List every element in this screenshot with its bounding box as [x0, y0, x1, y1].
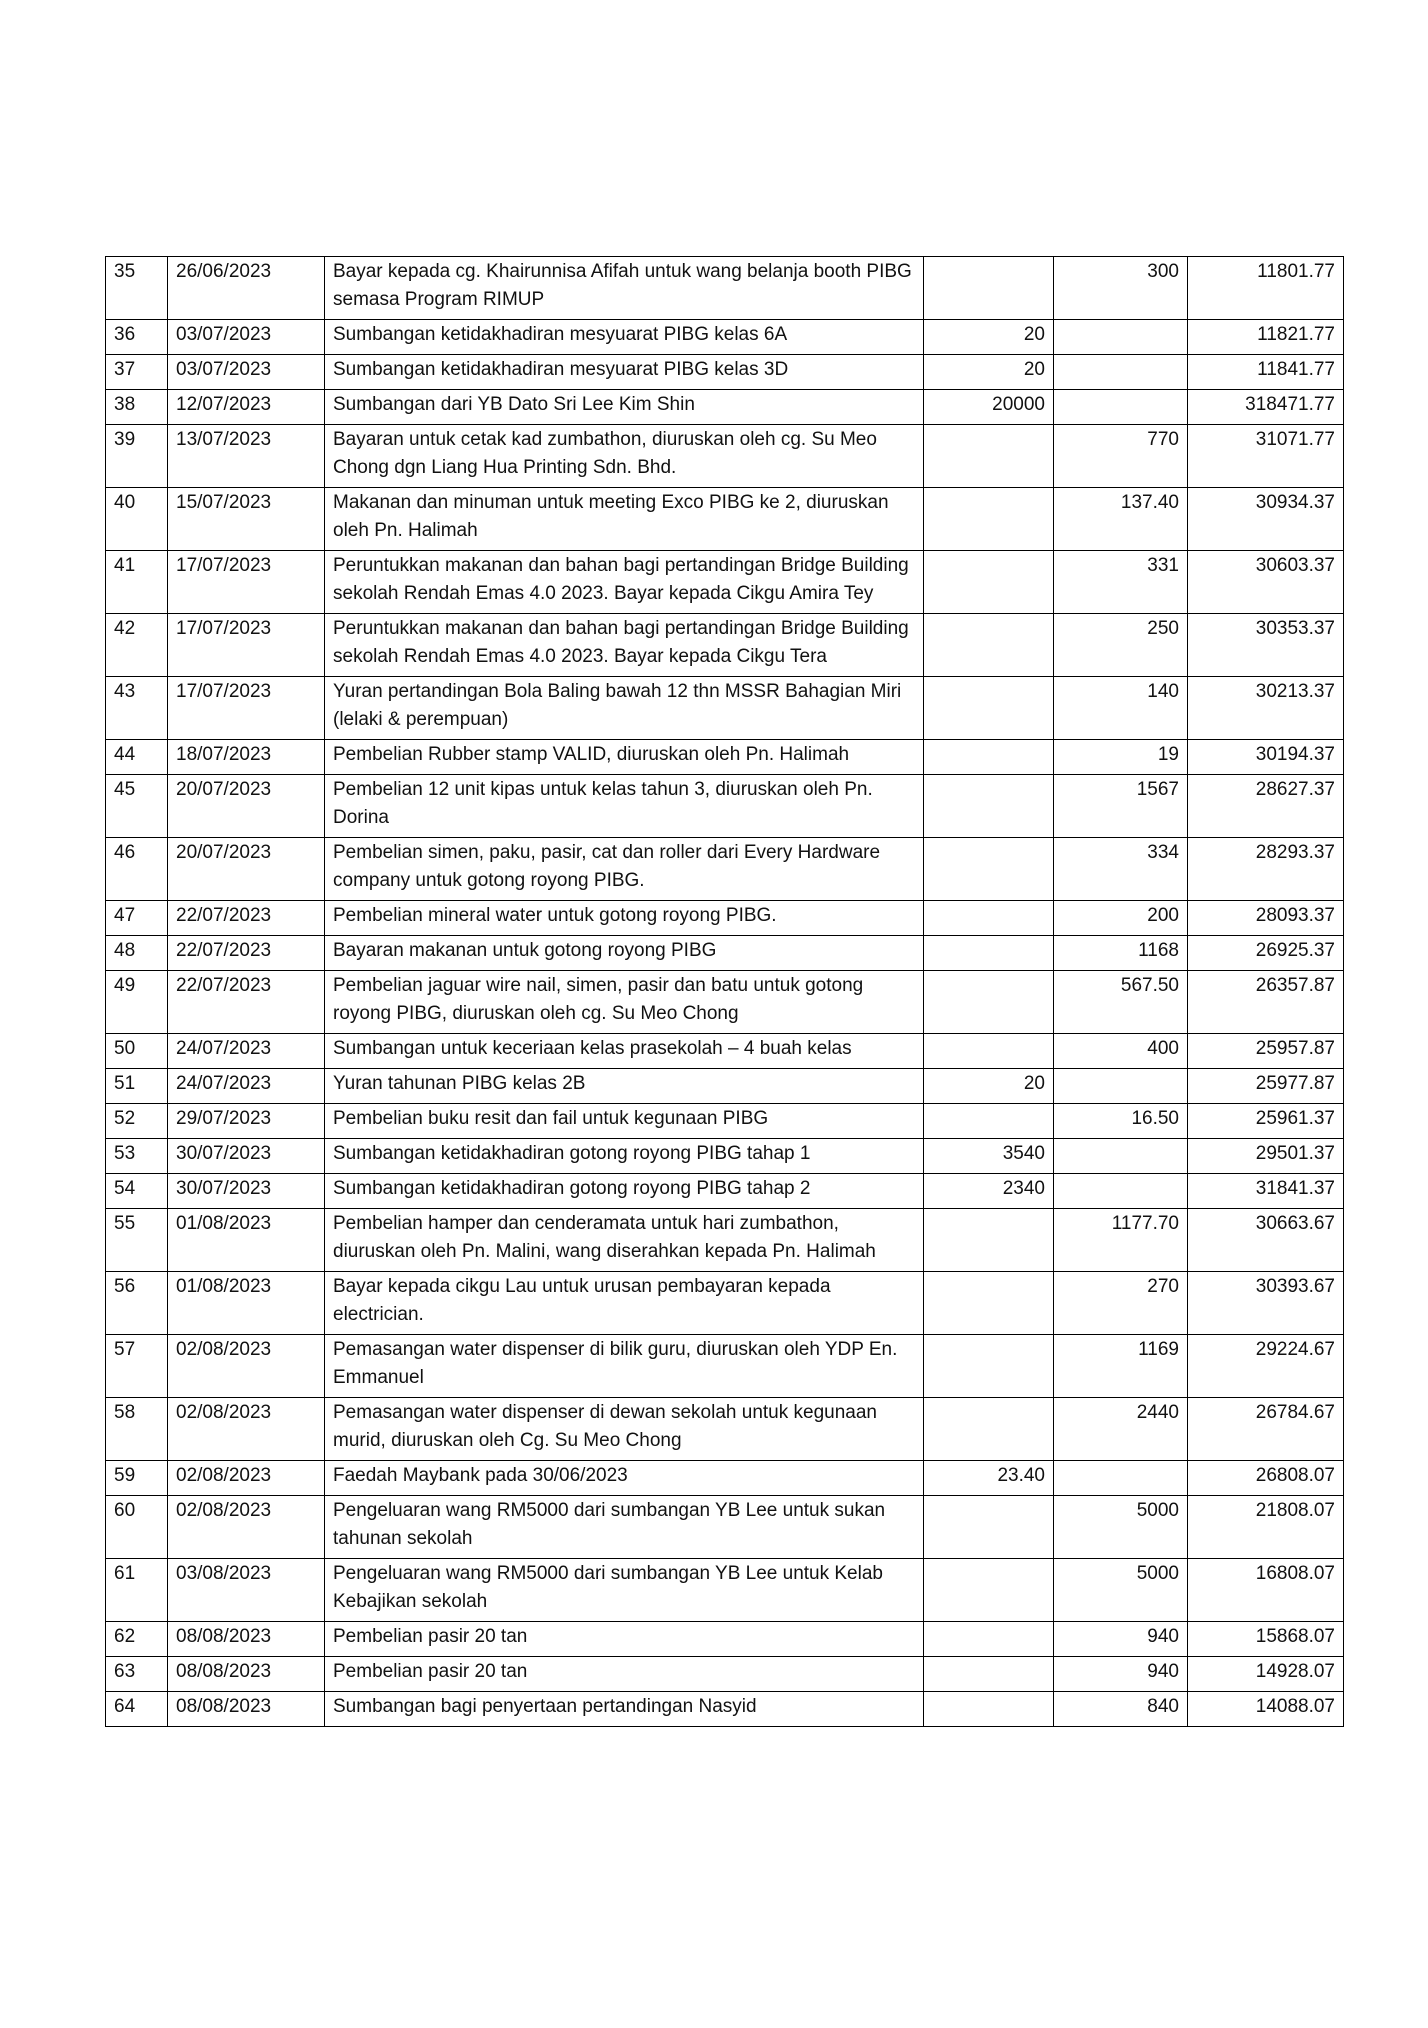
row-number: 37 [106, 355, 168, 390]
row-amount-in [924, 1657, 1054, 1692]
row-balance: 318471.77 [1188, 390, 1344, 425]
row-date: 15/07/2023 [168, 488, 325, 551]
table-row [106, 1622, 1344, 1657]
row-number: 47 [106, 901, 168, 936]
row-description: Pemasangan water dispenser di bilik guru, diuruskan oleh YDP En. Emmanuel [325, 1335, 924, 1398]
table-row [106, 1069, 1344, 1104]
row-description: Faedah Maybank pada 30/06/2023 [325, 1461, 924, 1496]
row-amount-in: 2340 [924, 1174, 1054, 1209]
row-description: Pembelian simen, paku, pasir, cat dan roller dari Every Hardware company untuk gotong royong PIBG. [325, 838, 924, 901]
row-amount-in [924, 488, 1054, 551]
table-row [106, 1139, 1344, 1174]
row-amount-in [924, 838, 1054, 901]
row-date: 02/08/2023 [168, 1398, 325, 1461]
table-row [106, 1692, 1344, 1727]
row-description: Sumbangan bagi penyertaan pertandingan Nasyid [325, 1692, 924, 1727]
row-amount-in [924, 1398, 1054, 1461]
row-number: 64 [106, 1692, 168, 1727]
row-amount-in [924, 1692, 1054, 1727]
row-number: 48 [106, 936, 168, 971]
row-number: 39 [106, 425, 168, 488]
table-row [106, 1104, 1344, 1139]
row-date: 02/08/2023 [168, 1335, 325, 1398]
row-amount-out: 940 [1054, 1622, 1188, 1657]
row-date: 08/08/2023 [168, 1622, 325, 1657]
table-row [106, 838, 1344, 901]
row-number: 38 [106, 390, 168, 425]
table-row [106, 1398, 1344, 1461]
row-amount-in [924, 901, 1054, 936]
row-amount-in [924, 1104, 1054, 1139]
row-amount-in [924, 740, 1054, 775]
row-amount-out: 1169 [1054, 1335, 1188, 1398]
row-date: 08/08/2023 [168, 1657, 325, 1692]
row-date: 18/07/2023 [168, 740, 325, 775]
row-amount-out: 1177.70 [1054, 1209, 1188, 1272]
row-number: 53 [106, 1139, 168, 1174]
row-balance: 15868.07 [1188, 1622, 1344, 1657]
row-balance: 26357.87 [1188, 971, 1344, 1034]
ledger-body [106, 257, 1344, 1727]
row-balance: 28627.37 [1188, 775, 1344, 838]
row-amount-out: 270 [1054, 1272, 1188, 1335]
row-number: 56 [106, 1272, 168, 1335]
row-date: 02/08/2023 [168, 1496, 325, 1559]
row-amount-in [924, 425, 1054, 488]
row-description: Bayaran makanan untuk gotong royong PIBG [325, 936, 924, 971]
row-number: 49 [106, 971, 168, 1034]
row-date: 08/08/2023 [168, 1692, 325, 1727]
table-row [106, 488, 1344, 551]
row-amount-out [1054, 390, 1188, 425]
row-amount-in: 20000 [924, 390, 1054, 425]
table-row [106, 614, 1344, 677]
row-description: Pengeluaran wang RM5000 dari sumbangan YB Lee untuk Kelab Kebajikan sekolah [325, 1559, 924, 1622]
row-balance: 30934.37 [1188, 488, 1344, 551]
row-date: 26/06/2023 [168, 257, 325, 320]
row-amount-in [924, 1496, 1054, 1559]
row-amount-out: 334 [1054, 838, 1188, 901]
row-description: Pembelian buku resit dan fail untuk kegunaan PIBG [325, 1104, 924, 1139]
row-balance: 11821.77 [1188, 320, 1344, 355]
row-description: Bayaran untuk cetak kad zumbathon, diuruskan oleh cg. Su Meo Chong dgn Liang Hua Printing Sdn. Bhd. [325, 425, 924, 488]
row-amount-out: 770 [1054, 425, 1188, 488]
row-description: Pembelian pasir 20 tan [325, 1622, 924, 1657]
row-amount-out: 140 [1054, 677, 1188, 740]
table-row [106, 775, 1344, 838]
row-number: 57 [106, 1335, 168, 1398]
row-amount-in: 3540 [924, 1139, 1054, 1174]
table-row [106, 1461, 1344, 1496]
row-amount-in: 20 [924, 355, 1054, 390]
ledger-table [105, 256, 1344, 1727]
row-balance: 25977.87 [1188, 1069, 1344, 1104]
row-amount-in: 20 [924, 320, 1054, 355]
row-amount-out: 16.50 [1054, 1104, 1188, 1139]
row-description: Yuran tahunan PIBG kelas 2B [325, 1069, 924, 1104]
row-amount-out: 5000 [1054, 1559, 1188, 1622]
row-description: Sumbangan ketidakhadiran mesyuarat PIBG kelas 6A [325, 320, 924, 355]
table-row [106, 901, 1344, 936]
row-description: Pembelian mineral water untuk gotong royong PIBG. [325, 901, 924, 936]
row-number: 45 [106, 775, 168, 838]
row-balance: 16808.07 [1188, 1559, 1344, 1622]
row-amount-in [924, 775, 1054, 838]
row-date: 30/07/2023 [168, 1139, 325, 1174]
row-amount-out: 567.50 [1054, 971, 1188, 1034]
row-date: 22/07/2023 [168, 971, 325, 1034]
row-amount-out: 2440 [1054, 1398, 1188, 1461]
row-balance: 28093.37 [1188, 901, 1344, 936]
row-date: 22/07/2023 [168, 901, 325, 936]
row-amount-out: 940 [1054, 1657, 1188, 1692]
row-description: Makanan dan minuman untuk meeting Exco PIBG ke 2, diuruskan oleh Pn. Halimah [325, 488, 924, 551]
row-description: Yuran pertandingan Bola Baling bawah 12 thn MSSR Bahagian Miri (lelaki & perempuan) [325, 677, 924, 740]
row-balance: 30194.37 [1188, 740, 1344, 775]
row-description: Pembelian pasir 20 tan [325, 1657, 924, 1692]
row-date: 12/07/2023 [168, 390, 325, 425]
row-balance: 25961.37 [1188, 1104, 1344, 1139]
row-description: Bayar kepada cg. Khairunnisa Afifah untuk wang belanja booth PIBG semasa Program RIMUP [325, 257, 924, 320]
row-number: 52 [106, 1104, 168, 1139]
row-number: 50 [106, 1034, 168, 1069]
row-description: Pembelian 12 unit kipas untuk kelas tahun 3, diuruskan oleh Pn. Dorina [325, 775, 924, 838]
row-amount-in [924, 614, 1054, 677]
row-number: 35 [106, 257, 168, 320]
row-number: 62 [106, 1622, 168, 1657]
row-amount-in [924, 257, 1054, 320]
row-description: Peruntukkan makanan dan bahan bagi pertandingan Bridge Building sekolah Rendah Emas 4.0 2023. Bayar kepada Cikgu Amira Tey [325, 551, 924, 614]
row-balance: 30663.67 [1188, 1209, 1344, 1272]
row-number: 59 [106, 1461, 168, 1496]
row-amount-in [924, 971, 1054, 1034]
row-description: Pembelian Rubber stamp VALID, diuruskan oleh Pn. Halimah [325, 740, 924, 775]
row-balance: 30353.37 [1188, 614, 1344, 677]
table-row [106, 936, 1344, 971]
row-amount-out: 840 [1054, 1692, 1188, 1727]
row-amount-in [924, 1335, 1054, 1398]
row-amount-out: 1567 [1054, 775, 1188, 838]
row-amount-out: 200 [1054, 901, 1188, 936]
table-row [106, 1034, 1344, 1069]
row-number: 63 [106, 1657, 168, 1692]
row-amount-out [1054, 1174, 1188, 1209]
row-balance: 28293.37 [1188, 838, 1344, 901]
row-date: 01/08/2023 [168, 1272, 325, 1335]
row-number: 61 [106, 1559, 168, 1622]
row-balance: 11801.77 [1188, 257, 1344, 320]
row-balance: 25957.87 [1188, 1034, 1344, 1069]
row-number: 58 [106, 1398, 168, 1461]
row-description: Pembelian hamper dan cenderamata untuk hari zumbathon, diuruskan oleh Pn. Malini, wang diserahkan kepada Pn. Halimah [325, 1209, 924, 1272]
row-amount-out: 250 [1054, 614, 1188, 677]
table-row [106, 1657, 1344, 1692]
row-amount-out [1054, 1069, 1188, 1104]
row-number: 60 [106, 1496, 168, 1559]
row-amount-in [924, 1272, 1054, 1335]
row-description: Peruntukkan makanan dan bahan bagi pertandingan Bridge Building sekolah Rendah Emas 4.0 2023. Bayar kepada Cikgu Tera [325, 614, 924, 677]
row-amount-in [924, 551, 1054, 614]
row-balance: 30603.37 [1188, 551, 1344, 614]
row-balance: 31071.77 [1188, 425, 1344, 488]
row-amount-out: 5000 [1054, 1496, 1188, 1559]
row-amount-out: 137.40 [1054, 488, 1188, 551]
row-balance: 31841.37 [1188, 1174, 1344, 1209]
row-amount-out [1054, 1461, 1188, 1496]
row-number: 42 [106, 614, 168, 677]
row-balance: 11841.77 [1188, 355, 1344, 390]
row-number: 40 [106, 488, 168, 551]
row-amount-out [1054, 1139, 1188, 1174]
row-amount-out [1054, 355, 1188, 390]
row-number: 51 [106, 1069, 168, 1104]
row-description: Bayar kepada cikgu Lau untuk urusan pembayaran kepada electrician. [325, 1272, 924, 1335]
row-amount-in [924, 1209, 1054, 1272]
row-description: Sumbangan ketidakhadiran gotong royong PIBG tahap 2 [325, 1174, 924, 1209]
row-date: 17/07/2023 [168, 614, 325, 677]
table-row [106, 355, 1344, 390]
table-row [106, 257, 1344, 320]
row-amount-out: 400 [1054, 1034, 1188, 1069]
row-description: Pemasangan water dispenser di dewan sekolah untuk kegunaan murid, diuruskan oleh Cg. Su Meo Chong [325, 1398, 924, 1461]
row-amount-in [924, 677, 1054, 740]
row-balance: 26808.07 [1188, 1461, 1344, 1496]
table-row [106, 551, 1344, 614]
table-row [106, 1335, 1344, 1398]
row-amount-in [924, 936, 1054, 971]
table-row [106, 390, 1344, 425]
row-date: 01/08/2023 [168, 1209, 325, 1272]
row-balance: 26784.67 [1188, 1398, 1344, 1461]
row-balance: 29224.67 [1188, 1335, 1344, 1398]
row-balance: 14928.07 [1188, 1657, 1344, 1692]
row-number: 41 [106, 551, 168, 614]
row-date: 02/08/2023 [168, 1461, 325, 1496]
table-row [106, 971, 1344, 1034]
row-description: Pengeluaran wang RM5000 dari sumbangan YB Lee untuk sukan tahunan sekolah [325, 1496, 924, 1559]
row-number: 54 [106, 1174, 168, 1209]
table-row [106, 320, 1344, 355]
row-amount-in [924, 1034, 1054, 1069]
table-row [106, 1174, 1344, 1209]
row-amount-out: 300 [1054, 257, 1188, 320]
row-date: 17/07/2023 [168, 677, 325, 740]
row-number: 43 [106, 677, 168, 740]
row-amount-out: 1168 [1054, 936, 1188, 971]
row-date: 03/07/2023 [168, 320, 325, 355]
row-number: 55 [106, 1209, 168, 1272]
table-row [106, 1272, 1344, 1335]
table-row [106, 425, 1344, 488]
row-date: 29/07/2023 [168, 1104, 325, 1139]
table-row [106, 1559, 1344, 1622]
row-date: 22/07/2023 [168, 936, 325, 971]
row-number: 36 [106, 320, 168, 355]
table-row [106, 1209, 1344, 1272]
row-amount-in: 23.40 [924, 1461, 1054, 1496]
row-balance: 21808.07 [1188, 1496, 1344, 1559]
row-amount-out [1054, 320, 1188, 355]
row-balance: 30393.67 [1188, 1272, 1344, 1335]
table-row [106, 677, 1344, 740]
row-description: Sumbangan untuk keceriaan kelas prasekolah – 4 buah kelas [325, 1034, 924, 1069]
row-balance: 29501.37 [1188, 1139, 1344, 1174]
row-date: 24/07/2023 [168, 1034, 325, 1069]
row-date: 03/08/2023 [168, 1559, 325, 1622]
row-description: Sumbangan dari YB Dato Sri Lee Kim Shin [325, 390, 924, 425]
row-amount-in [924, 1559, 1054, 1622]
row-description: Sumbangan ketidakhadiran gotong royong PIBG tahap 1 [325, 1139, 924, 1174]
row-amount-in [924, 1622, 1054, 1657]
row-description: Sumbangan ketidakhadiran mesyuarat PIBG kelas 3D [325, 355, 924, 390]
row-date: 20/07/2023 [168, 838, 325, 901]
row-amount-in: 20 [924, 1069, 1054, 1104]
row-number: 46 [106, 838, 168, 901]
row-date: 17/07/2023 [168, 551, 325, 614]
row-description: Pembelian jaguar wire nail, simen, pasir dan batu untuk gotong royong PIBG, diuruskan oleh cg. Su Meo Chong [325, 971, 924, 1034]
row-amount-out: 331 [1054, 551, 1188, 614]
table-row [106, 1496, 1344, 1559]
row-number: 44 [106, 740, 168, 775]
row-balance: 14088.07 [1188, 1692, 1344, 1727]
row-date: 03/07/2023 [168, 355, 325, 390]
row-balance: 30213.37 [1188, 677, 1344, 740]
row-date: 13/07/2023 [168, 425, 325, 488]
row-date: 24/07/2023 [168, 1069, 325, 1104]
row-date: 20/07/2023 [168, 775, 325, 838]
row-date: 30/07/2023 [168, 1174, 325, 1209]
row-balance: 26925.37 [1188, 936, 1344, 971]
row-amount-out: 19 [1054, 740, 1188, 775]
table-row [106, 740, 1344, 775]
